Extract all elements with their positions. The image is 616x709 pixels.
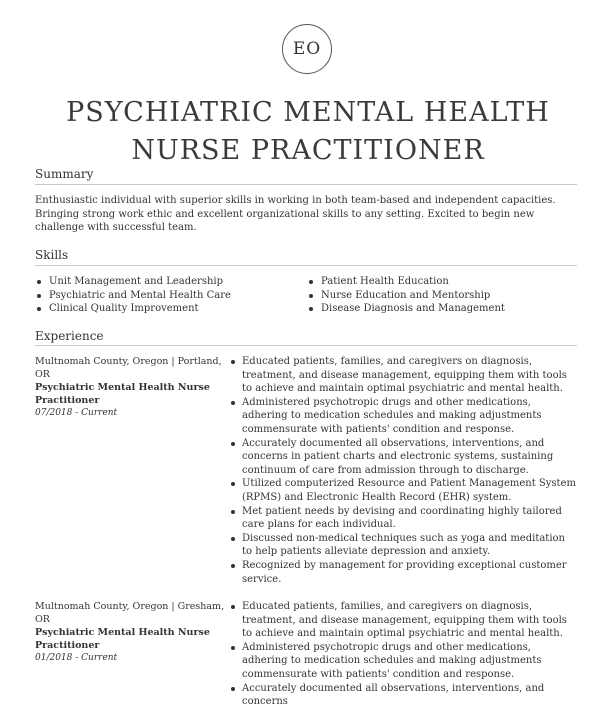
initials-text: EO xyxy=(292,39,322,59)
job-dates: 01/2018 - Current xyxy=(35,653,118,663)
job-bullet: Utilized computerized Resource and Patient Management System (RPMS) and Electronic Health Record (EHR) system. xyxy=(228,477,576,504)
job-bullet: Recognized by management for providing exceptional customer service. xyxy=(228,559,576,586)
skill-item: Disease Diagnosis and Management xyxy=(307,302,567,316)
skill-item: Patient Health Education xyxy=(307,275,567,289)
job-location: Multnomah County, Oregon | Portland, OR xyxy=(35,356,222,380)
job-location: Multnomah County, Oregon | Gresham, OR xyxy=(35,601,225,625)
skills-list-left xyxy=(35,275,285,316)
job-bullet: Administered psychotropic drugs and other medications, adhering to medication schedules and making adjustments commensurate with patients' condition and response. xyxy=(228,396,576,437)
job-bullet: Educated patients, families, and caregivers on diagnosis, treatment, and disease management, equipping them with tools to achieve and maintain optimal psychiatric and mental health. xyxy=(228,600,576,641)
job-bullet: Accurately documented all observations, interventions, and concerns xyxy=(228,682,576,709)
job-dates: 07/2018 - Current xyxy=(35,408,118,418)
job-meta xyxy=(35,600,230,665)
job-bullets xyxy=(228,355,576,586)
job-position: Psychiatric Mental Health Nurse Practitioner xyxy=(35,627,210,651)
job-bullet: Administered psychotropic drugs and other medications, adhering to medication schedules and making adjustments commensurate with patients' condition and response. xyxy=(228,641,576,682)
skill-item: Nurse Education and Mentorship xyxy=(307,289,567,303)
summary-divider xyxy=(35,184,577,185)
job-bullet: Educated patients, families, and caregivers on diagnosis, treatment, and disease management, equipping them with tools to achieve and maintain optimal psychiatric and mental health. xyxy=(228,355,576,396)
initials-monogram xyxy=(282,24,332,74)
job-meta xyxy=(35,355,230,420)
skills-divider xyxy=(35,265,577,266)
job-bullet: Discussed non-medical techniques such as yoga and meditation to help patients alleviate depression and anxiety. xyxy=(228,532,576,559)
job-bullet: Met patient needs by devising and coordinating highly tailored care plans for each individual. xyxy=(228,505,576,532)
skill-item: Unit Management and Leadership xyxy=(35,275,285,289)
resume-title: PSYCHIATRIC MENTAL HEALTH NURSE PRACTITIONER xyxy=(66,97,550,167)
summary-heading: Summary xyxy=(35,167,94,181)
job-position: Psychiatric Mental Health Nurse Practitioner xyxy=(35,382,210,406)
job-bullet: Accurately documented all observations, interventions, and concerns in patient charts and electronic systems, sustaining continuum of care from admission through to discharge. xyxy=(228,437,576,478)
skill-item: Clinical Quality Improvement xyxy=(35,302,285,316)
skill-item: Psychiatric and Mental Health Care xyxy=(35,289,285,303)
job-bullets xyxy=(228,600,576,709)
skills-heading: Skills xyxy=(35,248,69,262)
summary-text: Enthusiastic individual with superior skills in working in both team-based and independent capacities. Bringing strong work ethic and excellent organizational skills to any setting. Excited to begin new challenge with successful team. xyxy=(35,195,556,234)
experience-heading: Experience xyxy=(35,329,104,343)
experience-divider xyxy=(35,345,577,346)
skills-list-right xyxy=(307,275,567,316)
